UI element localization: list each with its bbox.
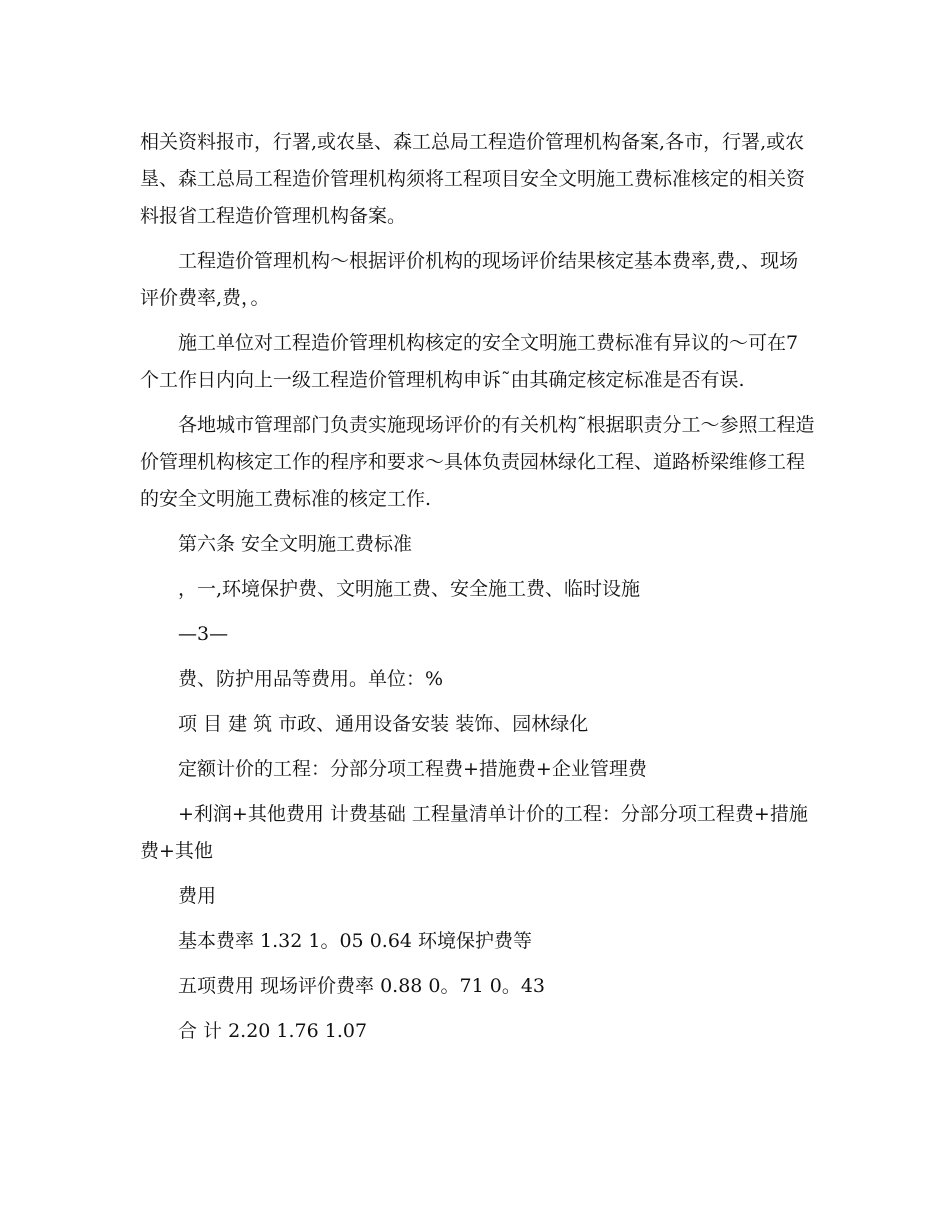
fees-word-line: 费用 — [178, 885, 217, 907]
paragraph-filing-continuation: 相关资料报市，行署,或农垦、森工总局工程造价管理机构备案,各市，行署,或农垦、森工总局工程造价管理机构须将工程项目安全文明施工费标准核定的相关资料报省工程造价管理机构备案。 — [140, 131, 806, 227]
page-number: —3— — [178, 623, 229, 645]
document-body — [140, 124, 816, 1050]
fees-unit-line: 费、防护用品等费用。单位：% — [178, 668, 444, 690]
item-one-fees: ，一,环境保护费、文明施工费、安全施工费、临时设施 — [178, 578, 641, 600]
article-six-heading: 第六条 安全文明施工费标准 — [178, 533, 413, 555]
paragraph-appeal: 施工单位对工程造价管理机构核定的安全文明施工费标准有异议的～可在7个工作日内向上一级工程造价管理机构申诉˜由其确定核定标准是否有误. — [140, 332, 799, 391]
site-evaluation-rate-line: 五项费用 现场评价费率 0.88 0。71 0。43 — [178, 975, 545, 997]
paragraph-rate-verification: 工程造价管理机构～根据评价机构的现场评价结果核定基本费率,费,、现场评价费率,费，。 — [140, 250, 799, 309]
total-line: 合 计 2.20 1.76 1.07 — [178, 1020, 368, 1042]
basic-rate-line: 基本费率 1.32 1。05 0.64 环境保护费等 — [178, 930, 533, 952]
quota-pricing-line: 定额计价的工程：分部分项工程费+措施费+企业管理费 — [178, 758, 647, 780]
table-header-line: 项 目 建 筑 市政、通用设备安装 装饰、园林绿化 — [178, 713, 589, 735]
billing-basis-line: +利润+其他费用 计费基础 工程量清单计价的工程：分部分项工程费+措施费+其他 — [140, 803, 808, 862]
paragraph-city-management: 各地城市管理部门负责实施现场评价的有关机构˜根据职责分工～参照工程造价管理机构核定工作的程序和要求～具体负责园林绿化工程、道路桥梁维修工程的安全文明施工费标准的核定工作. — [140, 414, 815, 510]
